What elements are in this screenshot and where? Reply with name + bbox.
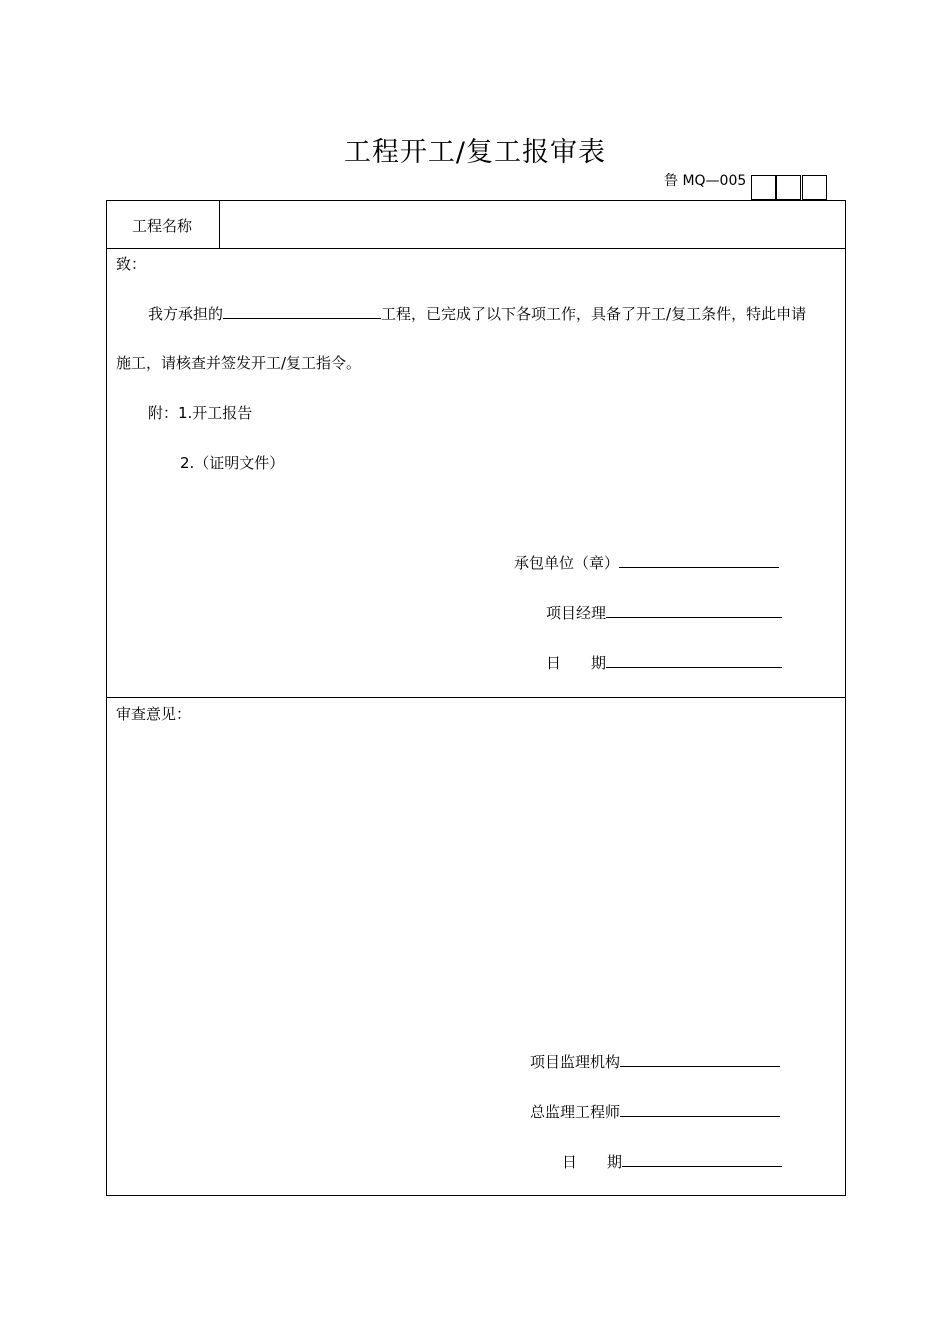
review-date-label: 日 期 bbox=[562, 1153, 623, 1171]
manager-signature bbox=[546, 601, 782, 623]
review-date-blank[interactable] bbox=[622, 1150, 782, 1167]
application-date bbox=[546, 651, 782, 673]
chief-engineer-label: 总监理工程师 bbox=[530, 1103, 621, 1121]
application-body-line2: 施工，请核查并签发开工/复工指令。 bbox=[116, 354, 362, 372]
application-body-line1 bbox=[148, 302, 806, 324]
attachment-item-1: 附：1.开工报告 bbox=[148, 404, 253, 422]
supervision-org-signature bbox=[530, 1050, 780, 1072]
attachment-item-2: 2.（证明文件） bbox=[180, 454, 285, 472]
project-name-field[interactable] bbox=[232, 215, 832, 237]
review-comment-area[interactable] bbox=[116, 730, 836, 1030]
form-table bbox=[106, 200, 846, 1196]
form-code: 鲁 MQ—005 bbox=[664, 173, 747, 189]
project-name-label: 工程名称 bbox=[132, 217, 193, 235]
review-date bbox=[562, 1150, 782, 1172]
chief-engineer-blank[interactable] bbox=[620, 1100, 780, 1117]
contractor-signature bbox=[514, 551, 779, 573]
project-blank[interactable] bbox=[223, 302, 381, 319]
code-box-1[interactable] bbox=[751, 175, 776, 200]
row-divider-2 bbox=[106, 697, 846, 698]
chief-engineer-signature bbox=[530, 1100, 780, 1122]
supervision-org-label: 项目监理机构 bbox=[530, 1053, 621, 1071]
code-box-3[interactable] bbox=[802, 175, 827, 200]
body-suffix: 工程，已完成了以下各项工作，具备了开工/复工条件，特此申请 bbox=[381, 305, 807, 323]
row-divider-1 bbox=[106, 248, 846, 249]
body-prefix: 我方承担的 bbox=[148, 305, 224, 323]
contractor-label: 承包单位（章） bbox=[514, 554, 620, 572]
to-label: 致： bbox=[116, 255, 147, 273]
page-title: 工程开工/复工报审表 bbox=[343, 137, 607, 168]
contractor-blank[interactable] bbox=[619, 551, 779, 568]
date-blank[interactable] bbox=[606, 651, 782, 668]
col-divider bbox=[219, 200, 220, 249]
review-label: 审查意见： bbox=[116, 705, 192, 723]
manager-label: 项目经理 bbox=[546, 604, 607, 622]
manager-blank[interactable] bbox=[606, 601, 782, 618]
date-label: 日 期 bbox=[546, 654, 607, 672]
code-box-2[interactable] bbox=[776, 175, 801, 200]
supervision-org-blank[interactable] bbox=[620, 1050, 780, 1067]
